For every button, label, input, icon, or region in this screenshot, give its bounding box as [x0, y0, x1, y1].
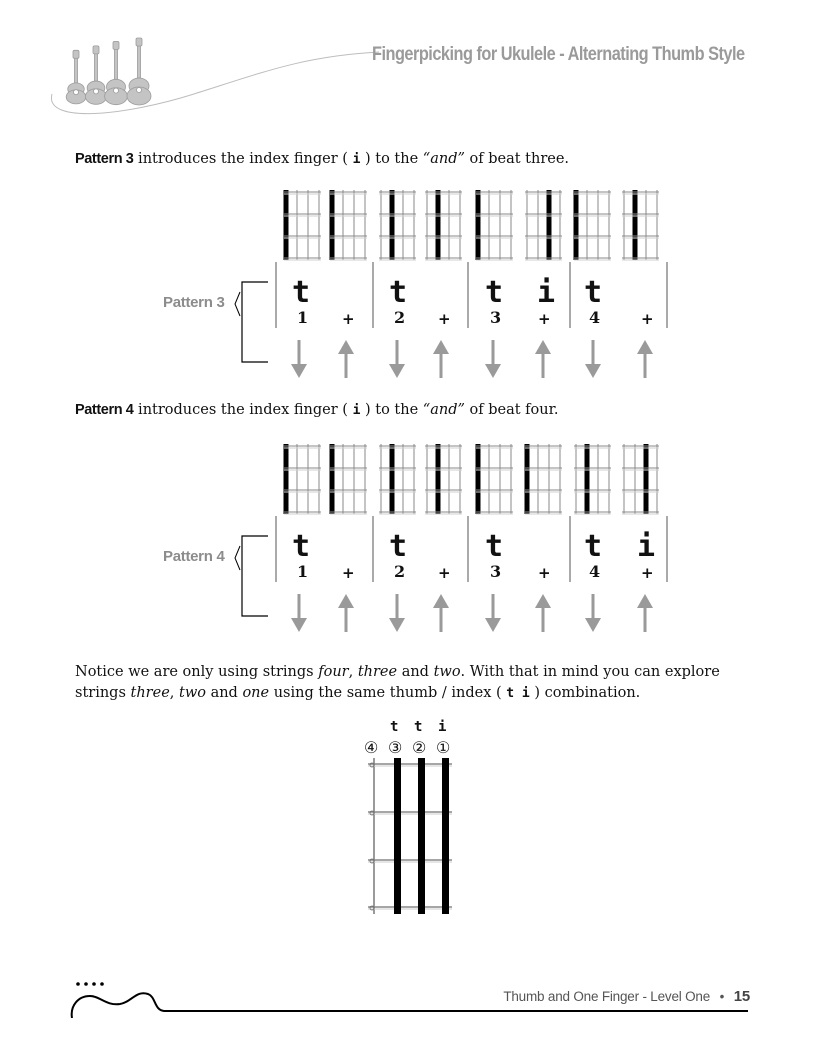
notice-text: . With that in mind you can explore [460, 664, 720, 680]
notice-text: using the same thumb / index ( [269, 685, 507, 701]
count-and: + [438, 564, 451, 582]
strum-down-arrow [585, 594, 601, 632]
count-and: + [438, 310, 451, 328]
strum-up-arrow [535, 340, 551, 378]
strum-down-arrow [291, 340, 307, 378]
strum-down-arrow [389, 340, 405, 378]
strum-down-arrow [291, 594, 307, 632]
finger-t-5: t [485, 275, 504, 310]
count-beat-1: 1 [297, 308, 309, 327]
footer [503, 988, 750, 1005]
notice-text: strings [75, 685, 131, 701]
pattern3-text: ) to the [360, 151, 423, 167]
fret-finger-1: i [438, 719, 447, 735]
count-beat-4: 4 [589, 562, 601, 581]
notice-text: and [397, 664, 434, 680]
finger-i-8: i [637, 529, 656, 564]
footer-section-title: Thumb and One Finger - Level One [503, 989, 711, 1004]
finger-i-6: i [537, 275, 556, 310]
notice-line-1 [75, 662, 720, 682]
fret-finger-2: t [414, 719, 423, 735]
pattern4-lead: Pattern 4 [75, 402, 134, 418]
count-beat-1: 1 [297, 562, 309, 581]
strum-up-arrow [433, 340, 449, 378]
finger-t-1: t [292, 529, 311, 564]
strum-up-arrow [433, 594, 449, 632]
strum-down-arrow [485, 594, 501, 632]
strum-up-arrow [338, 340, 354, 378]
notice-italic: three [130, 685, 170, 701]
finger-t-3: t [389, 529, 408, 564]
notice-line-2 [75, 683, 640, 704]
bracket-line [242, 282, 268, 362]
header-title: Fingerpicking for Ukulele - Alternating Thumb Style [372, 44, 745, 65]
and-quote: “and” [422, 151, 465, 167]
notice-italic: one [242, 685, 270, 701]
page-number: 15 [733, 988, 750, 1005]
strum-down-arrow [389, 594, 405, 632]
strum-up-arrow [637, 594, 653, 632]
pattern4-intro [75, 400, 559, 421]
count-beat-2: 2 [394, 562, 406, 581]
notice-italic: three [357, 664, 398, 680]
pattern3-label: Pattern 3 [163, 294, 225, 311]
notice-italic: four [318, 664, 349, 680]
count-beat-2: 2 [394, 308, 406, 327]
count-and: + [342, 310, 355, 328]
notice-text: , [169, 685, 179, 701]
count-and: + [538, 564, 551, 582]
finger-t-3: t [389, 275, 408, 310]
count-beat-3: 3 [490, 562, 502, 581]
strum-up-arrow [535, 594, 551, 632]
finger-t-7: t [584, 529, 603, 564]
strum-up-arrow [338, 594, 354, 632]
string-number-2: ② [412, 738, 427, 757]
notice-text: ) combination. [529, 685, 641, 701]
count-and: + [342, 564, 355, 582]
notice-text: and [205, 685, 243, 701]
pattern4-label: Pattern 4 [163, 548, 225, 565]
string-number-1: ① [436, 738, 451, 757]
finger-code-ti: t i [506, 686, 530, 701]
finger-code-i: i [352, 152, 361, 167]
finger-code-i: i [352, 403, 361, 418]
pattern3-lead: Pattern 3 [75, 151, 134, 167]
pattern4-bracket [0, 440, 816, 640]
brace-tip [235, 292, 240, 316]
pattern4-diagram [0, 440, 816, 640]
pattern3-text: introduces the index finger ( [133, 151, 353, 167]
pattern4-text: introduces the index finger ( [133, 402, 353, 418]
finger-t-1: t [292, 275, 311, 310]
count-beat-4: 4 [589, 308, 601, 327]
brace-tip [235, 546, 240, 570]
notice-text: Notice we are only using strings [75, 664, 319, 680]
strum-down-arrow [585, 340, 601, 378]
pattern3-text: of beat three. [464, 151, 570, 167]
bracket-line [242, 536, 268, 616]
header-ukulele-logo [44, 34, 384, 120]
pattern3-diagram [0, 186, 816, 386]
count-and: + [538, 310, 551, 328]
notice-italic: two [433, 664, 461, 680]
finger-t-5: t [485, 529, 504, 564]
fretboard-diagram [360, 756, 460, 916]
count-and: + [641, 564, 654, 582]
strum-down-arrow [485, 340, 501, 378]
pattern3-bracket [0, 186, 816, 386]
notice-text: , [348, 664, 358, 680]
fret-finger-3: t [390, 719, 399, 735]
count-beat-3: 3 [490, 308, 502, 327]
pattern4-text: of beat four. [464, 402, 559, 418]
finger-t-7: t [584, 275, 603, 310]
strum-up-arrow [637, 340, 653, 378]
string-number-3: ③ [388, 738, 403, 757]
pattern4-text: ) to the [360, 402, 423, 418]
and-quote: “and” [422, 402, 465, 418]
footer-bullet: • [719, 989, 725, 1004]
notice-italic: two [179, 685, 206, 701]
pattern3-intro [75, 149, 569, 170]
count-and: + [641, 310, 654, 328]
string-number-4: ④ [364, 738, 379, 757]
